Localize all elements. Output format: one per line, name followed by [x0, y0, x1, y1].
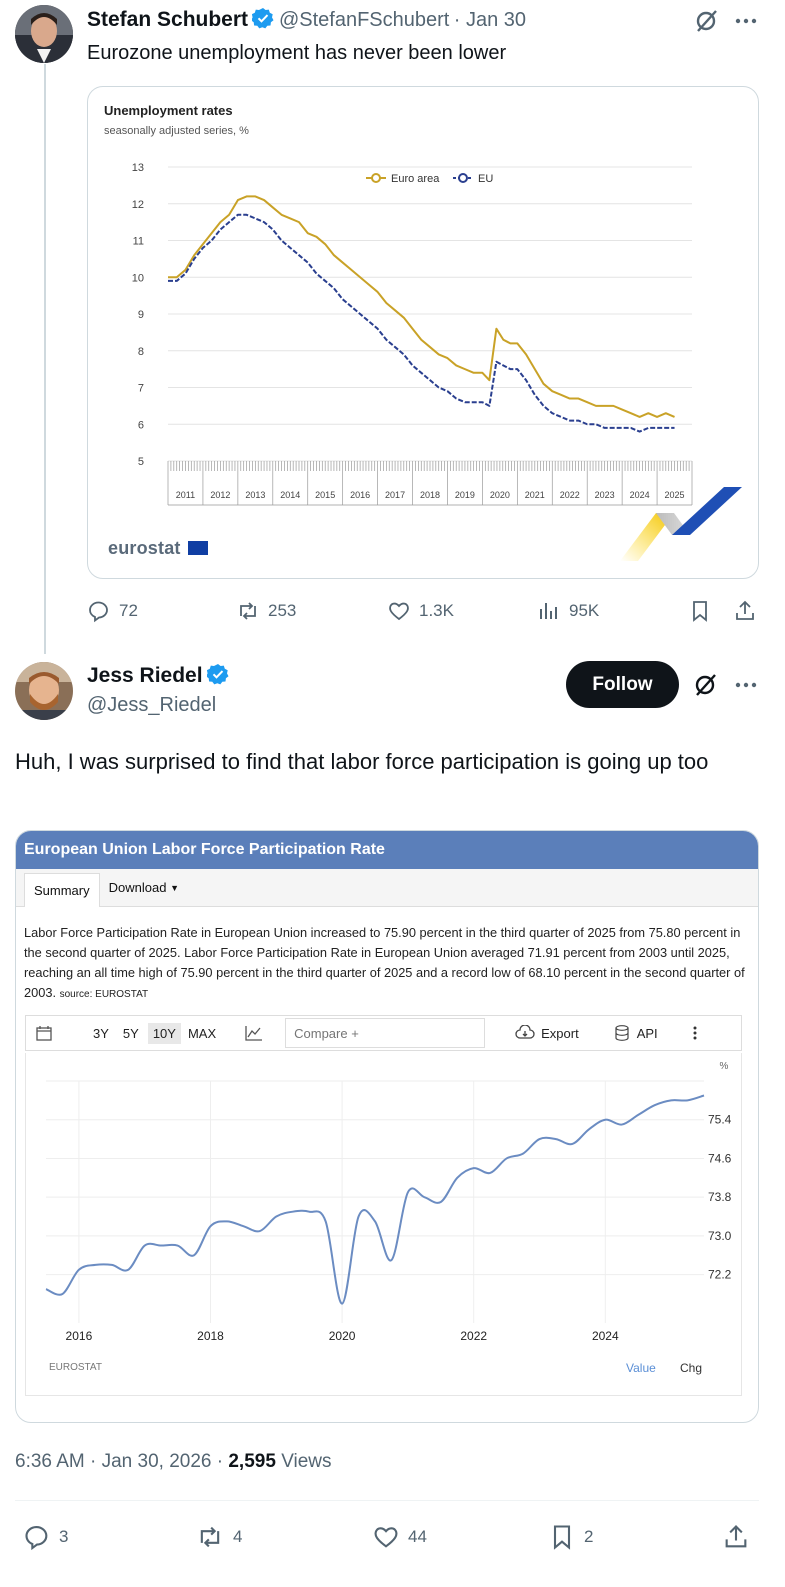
divider [15, 1500, 759, 1501]
te-source: source: EUROSTAT [59, 989, 149, 1000]
eu-flag-icon [188, 541, 208, 555]
views-number: 2,595 [228, 1451, 276, 1472]
y-tick-label: 9 [137, 309, 144, 321]
reply-button[interactable] [87, 599, 138, 623]
compare-input[interactable] [285, 1018, 485, 1048]
y-tick-label: 10 [131, 272, 144, 285]
like-button-2[interactable] [372, 1523, 427, 1551]
grok-icon[interactable] [693, 672, 719, 698]
retweet-button-2[interactable] [195, 1523, 242, 1551]
views-button[interactable] [537, 599, 599, 623]
kebab-menu-icon[interactable] [692, 1025, 698, 1041]
y-tick-label: 7 [137, 382, 144, 395]
chart-subtitle: seasonally adjusted series, % [104, 125, 249, 137]
thread-line [44, 64, 46, 654]
legend-label: EU [478, 173, 494, 185]
range-max[interactable]: MAX [187, 1025, 217, 1041]
like-button[interactable] [387, 599, 454, 623]
grok-icon[interactable] [694, 8, 720, 34]
tweet-timestamp[interactable]: 6:36 AM · Jan 30, 2026 · [15, 1451, 229, 1472]
more-options-icon[interactable] [733, 8, 759, 34]
x-tick-label: 2024 [629, 490, 650, 500]
reply-icon [87, 599, 111, 623]
series-line-euro-area [168, 196, 675, 417]
tweet2-meta [15, 1451, 332, 1473]
cloud-download-icon [515, 1025, 535, 1041]
y-tick-label: 5 [137, 456, 144, 468]
x-tick-label: 2022 [460, 1329, 488, 1343]
heart-icon [387, 599, 411, 623]
author-name-2[interactable]: Jess Riedel [87, 664, 203, 687]
x-tick-label: 2014 [280, 490, 301, 500]
bookmark-button[interactable] [688, 599, 712, 623]
x-tick-label: 2022 [559, 490, 580, 500]
x-tick-label: 2023 [594, 490, 615, 500]
y-tick-label: 73.0 [708, 1228, 732, 1243]
bookmark-icon [548, 1523, 576, 1551]
retweet-count: 253 [268, 601, 297, 620]
database-icon [615, 1025, 629, 1041]
te-description-text: Labor Force Participation Rate in European Union increased to 75.90 percent in the third quarter of 2025 from 75.80 percent in the second quarter of 2025. Labor Force Participation Rate in European Union averaged 71.91 percent from 2003 until 2025, reaching an all time high of 75.90 percent in the third quarter of 2025 and a record low of 68.10 percent in the second quarter of 2003. [24, 925, 745, 1000]
tab-download[interactable] [100, 869, 188, 906]
x-tick-label: 2018 [419, 490, 441, 500]
follow-button[interactable]: Follow [566, 661, 679, 708]
author-name[interactable]: Stefan Schubert [87, 8, 249, 31]
retweet-icon [236, 599, 260, 623]
share-icon [722, 1523, 750, 1551]
verified-badge-icon [252, 7, 274, 29]
legend-swatch-marker [372, 174, 380, 182]
y-tick-label: 6 [137, 419, 144, 432]
eurostat-logo [108, 538, 208, 559]
more-options-icon[interactable] [733, 672, 759, 698]
x-tick-label: 2021 [524, 490, 545, 500]
tweet1-header [87, 7, 526, 32]
range-5y[interactable]: 5Y [122, 1025, 139, 1041]
share-button-2[interactable] [722, 1523, 750, 1551]
x-tick-label: 2012 [210, 490, 231, 500]
verified-badge-icon [207, 663, 229, 685]
te-title: European Union Labor Force Participation Rate [16, 831, 758, 869]
retweet-count-2: 4 [233, 1527, 243, 1546]
bookmark-count-2: 2 [584, 1527, 594, 1546]
like-count: 1.3K [419, 601, 454, 620]
y-tick-label: 11 [132, 235, 144, 248]
y-tick-label: 8 [137, 345, 144, 358]
y-tick-label: 12 [131, 198, 144, 211]
range-10y[interactable]: 10Y [148, 1023, 181, 1044]
views-chart-icon [537, 599, 561, 623]
x-tick-label: 2017 [385, 490, 406, 500]
retweet-button[interactable] [236, 599, 296, 623]
te-footer-source: EUROSTAT [49, 1362, 102, 1373]
chart-title: Unemployment rates [104, 103, 233, 118]
retweet-icon [195, 1523, 225, 1551]
tweet2-text: Huh, I was surprised to find that labor force participation is going up too [15, 749, 709, 774]
x-tick-label: 2011 [175, 490, 196, 500]
reply-button-2[interactable] [23, 1523, 68, 1551]
avatar-stefan[interactable] [15, 5, 73, 63]
share-icon [733, 599, 757, 623]
views-count: 95K [569, 601, 600, 620]
reply-count-2: 3 [59, 1527, 69, 1546]
calendar-icon[interactable] [36, 1025, 52, 1041]
reply-icon [23, 1523, 51, 1551]
y-tick-label: 13 [131, 162, 144, 174]
eurostat-logo-text: eurostat [108, 538, 181, 558]
te-toolbar [25, 1015, 742, 1051]
legend-label: Euro area [391, 173, 440, 185]
y-tick-label: 72.2 [708, 1267, 732, 1282]
avatar-jess[interactable] [15, 662, 73, 720]
x-tick-label: 2016 [350, 490, 371, 500]
caret-down-icon: ▼ [170, 882, 179, 893]
te-description [16, 923, 758, 1005]
x-tick-label: 2013 [245, 490, 266, 500]
views-label: Views [281, 1451, 332, 1472]
labor-participation-chart [16, 1053, 759, 1353]
tab-download-label: Download [108, 880, 167, 895]
y-tick-label: 75.4 [708, 1112, 732, 1127]
chart-type-icon[interactable] [245, 1025, 263, 1041]
te-tabs [16, 869, 758, 907]
api-button[interactable]: API [636, 1025, 658, 1041]
bookmark-button-2[interactable] [548, 1523, 593, 1551]
value-tab[interactable]: Value [626, 1361, 656, 1375]
x-tick-label: 2015 [315, 490, 336, 500]
x-tick-label: 2020 [489, 490, 510, 500]
share-button[interactable] [733, 599, 757, 623]
author-handle[interactable]: @StefanFSchubert [278, 9, 450, 31]
series-line-eu [168, 215, 675, 432]
chg-tab[interactable]: Chg [680, 1361, 703, 1375]
tweet1-media-card[interactable] [87, 86, 759, 579]
tab-summary[interactable]: Summary [24, 873, 100, 907]
like-count-2: 44 [408, 1527, 427, 1546]
bookmark-icon [688, 599, 712, 623]
x-tick-label: 2016 [65, 1329, 93, 1343]
range-3y[interactable]: 3Y [93, 1025, 109, 1041]
eurostat-brand-graphic [616, 483, 746, 563]
unit-label: % [719, 1061, 729, 1072]
legend-swatch-marker [459, 174, 467, 182]
x-tick-label: 2019 [454, 490, 475, 500]
x-tick-label: 2018 [197, 1329, 224, 1343]
y-tick-label: 73.8 [708, 1190, 732, 1205]
heart-icon [372, 1523, 400, 1551]
x-tick-label: 2020 [328, 1329, 356, 1343]
export-button[interactable]: Export [541, 1025, 579, 1041]
y-tick-label: 74.6 [708, 1151, 732, 1166]
reply-count: 72 [119, 601, 138, 620]
tweet1-text: Eurozone unemployment has never been lower [87, 42, 507, 64]
x-tick-label: 2025 [664, 490, 685, 500]
x-tick-label: 2024 [591, 1329, 619, 1343]
author-handle-2[interactable]: @Jess_Riedel [87, 694, 217, 716]
tweet2-media-card[interactable] [15, 830, 759, 1423]
tweet-date[interactable]: · Jan 30 [453, 9, 527, 31]
tweet2-header [87, 663, 229, 688]
